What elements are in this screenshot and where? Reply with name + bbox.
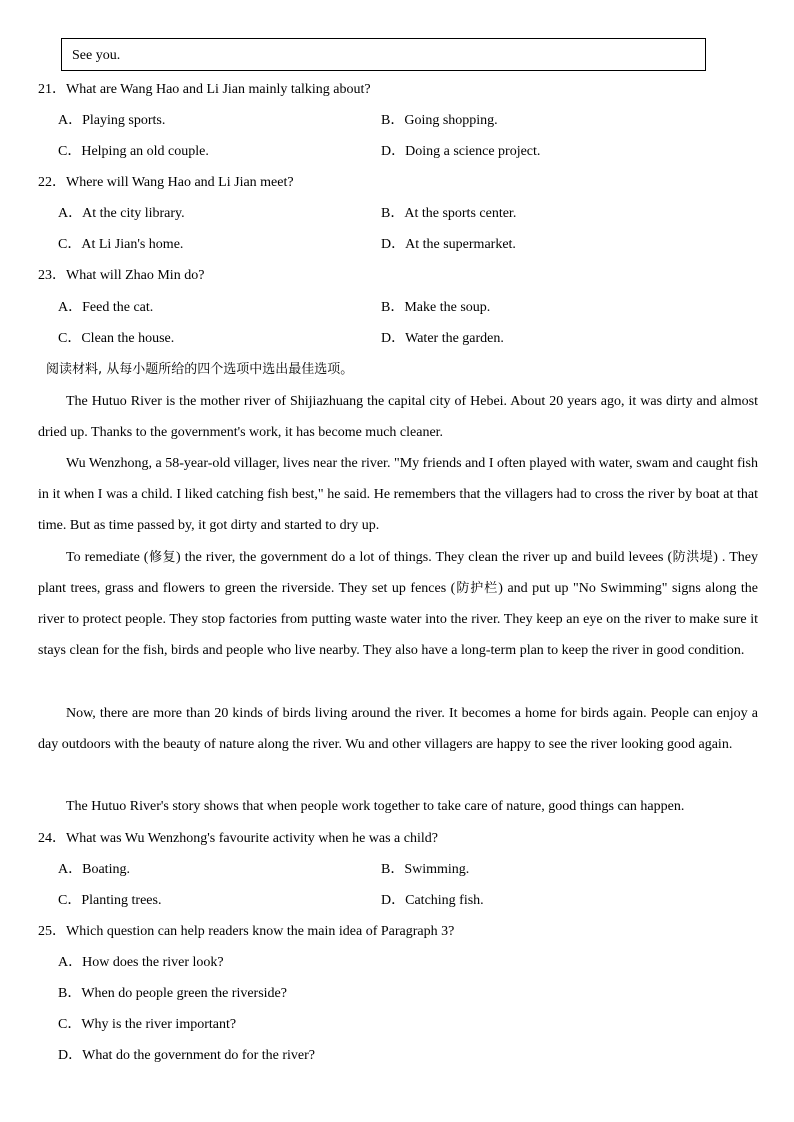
q24-option-d[interactable]: D．Catching fish. — [381, 893, 484, 908]
dialogue-end-text: See you. — [72, 48, 121, 63]
passage-paragraph-5: The Hutuo River's story shows that when people work together to take care of nature, good things can happen. — [66, 799, 685, 814]
q22-option-c[interactable]: C．At Li Jian's home. — [58, 237, 184, 252]
q23-option-b[interactable]: B．Make the soup. — [381, 300, 491, 315]
q24-option-b[interactable]: B．Swimming. — [381, 862, 470, 877]
question-22: 22．Where will Wang Hao and Li Jian meet? — [38, 175, 294, 190]
q21-option-a[interactable]: A．Playing sports. — [58, 113, 166, 128]
q25-option-b[interactable]: B．When do people green the riverside? — [58, 986, 287, 1001]
q21-option-b[interactable]: B．Going shopping. — [381, 113, 498, 128]
q24-option-c[interactable]: C．Planting trees. — [58, 893, 162, 908]
dialogue-box — [61, 38, 706, 71]
q23-option-c[interactable]: C．Clean the house. — [58, 331, 175, 346]
q21-option-c[interactable]: C．Helping an old couple. — [58, 144, 209, 159]
q25-option-d[interactable]: D．What do the government do for the river? — [58, 1048, 315, 1063]
question-25: 25．Which question can help readers know the main idea of Paragraph 3? — [38, 924, 455, 939]
q21-option-d[interactable]: D．Doing a science project. — [381, 144, 541, 159]
q23-option-d[interactable]: D．Water the garden. — [381, 331, 504, 346]
passage-paragraph-1: The Hutuo River is the mother river of Shijiazhuang the capital city of Hebei. About 20 years ago, it was dirty and almost dried up. Thanks to the government's work, it has become much cleaner. — [38, 394, 758, 440]
q22-option-b[interactable]: B．At the sports center. — [381, 206, 517, 221]
q24-option-a[interactable]: A．Boating. — [58, 862, 130, 877]
question-23: 23．What will Zhao Min do? — [38, 268, 205, 283]
question-24: 24．What was Wu Wenzhong's favourite activity when he was a child? — [38, 831, 438, 846]
passage-paragraph-3: To remediate (修复) the river, the government do a lot of things. They clean the river up and build levees (防洪堤) . They plant trees, grass and flowers to green the riverside. They set up fences (防护栏) and put up "No Swimming" signs along the river to protect people. They stop factories from putting waste water into the river. They keep an eye on the river to make sure it stays clean for the fish, birds and people who live nearby. They also have a long-term plan to keep the river in good condition. — [38, 550, 758, 658]
q22-option-d[interactable]: D．At the supermarket. — [381, 237, 516, 252]
passage-paragraph-2: Wu Wenzhong, a 58-year-old villager, lives near the river. "My friends and I often played with water, swam and caught fish in it when I was a child. I liked catching fish best," he said. He remembers that the villagers had to cross the river by boat at that time. But as time passed by, it got dirty and started to dry up. — [38, 456, 758, 533]
q23-option-a[interactable]: A．Feed the cat. — [58, 300, 154, 315]
q22-option-a[interactable]: A．At the city library. — [58, 206, 185, 221]
question-21: 21．What are Wang Hao and Li Jian mainly talking about? — [38, 82, 371, 97]
passage-paragraph-4: Now, there are more than 20 kinds of birds living around the river. It becomes a home for birds again. People can enjoy a day outdoors with the beauty of nature along the river. Wu and other villagers are happy to see the river looking good again. — [38, 706, 758, 752]
reading-instruction: 阅读材料, 从每小题所给的四个选项中选出最佳选项。 — [46, 362, 354, 377]
q25-option-c[interactable]: C．Why is the river important? — [58, 1017, 237, 1032]
q25-option-a[interactable]: A．How does the river look? — [58, 955, 224, 970]
